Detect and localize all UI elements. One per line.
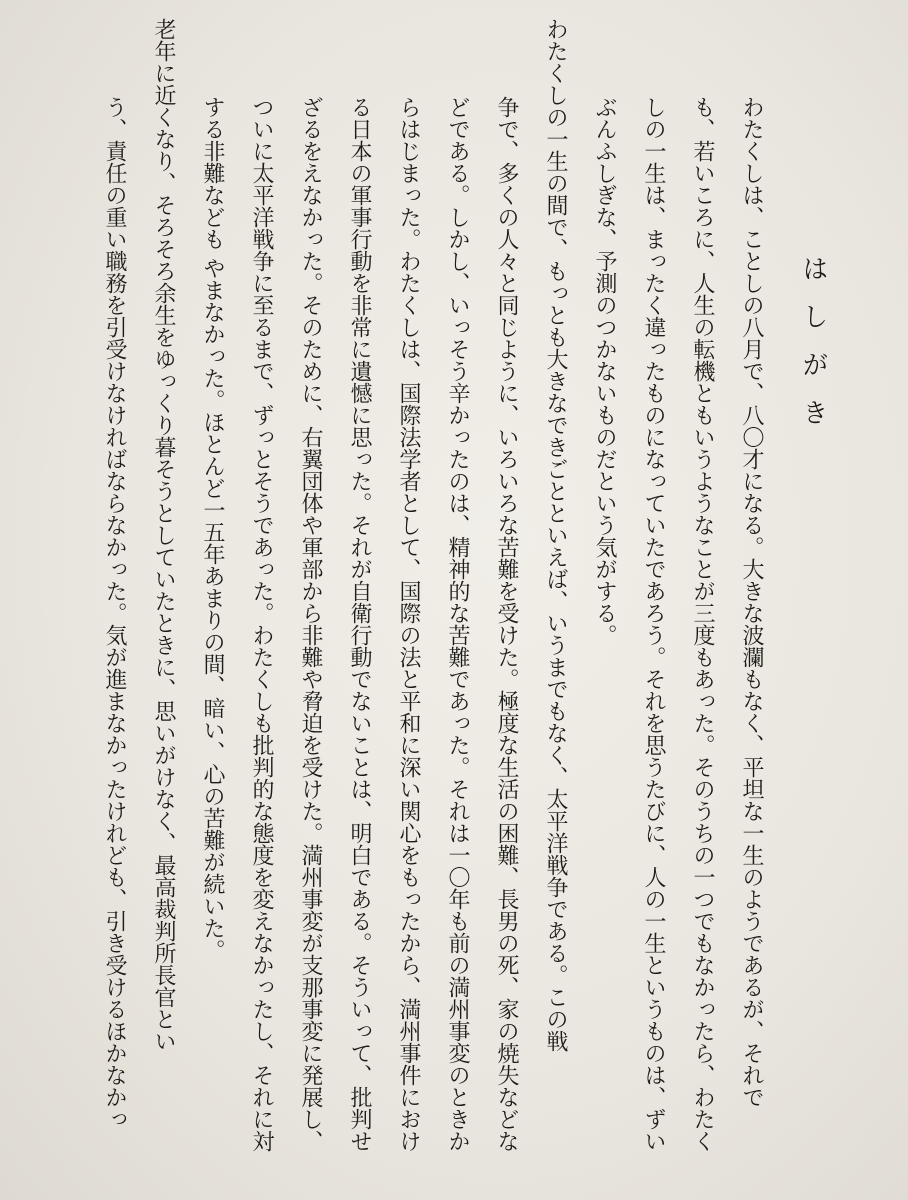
text-column: う、責任の重い職務を引受けなければならなかった。気が進まなかったけれども、引き受けるほかなかっ xyxy=(102,96,127,1130)
text-column: わたくしは、ことしの八月で、八〇才になる。大きな波瀾もなく、平坦な一生のようであるが、それで xyxy=(739,96,764,1108)
text-column: らはじまった。わたくしは、国際法学者として、国際の法と平和に深い関心をもったから、満州事件におけ xyxy=(396,96,421,1152)
text-column: ぶんふしぎな、予測のつかないものだという気がする。 xyxy=(592,96,617,646)
text-column: しの一生は、まったく違ったものになっていたであろう。それを思うたびに、人の一生というものは、ずい xyxy=(641,96,666,1152)
text-column: る日本の軍事行動を非常に遺憾に思った。それが自衛行動でないことは、明白である。そういって、批判せ xyxy=(347,96,372,1152)
text-column: も、若いころに、人生の転機ともいうようなことが三度もあった。そのうちの一つでもなかったら、わたく xyxy=(690,96,715,1152)
page-title: はしがき xyxy=(798,255,828,447)
text-column: する非難なども やまなかった。ほとんど一五年あまりの間、暗い、心の苦難が続いた。 xyxy=(200,96,225,961)
text-column: ざるをえなかった。そのために、右翼団体や軍部から非難や脅迫を受けた。満州事変が支那事変に発展し、 xyxy=(298,96,323,1152)
text-column: どである。しかし、いっそう辛かったのは、精神的な苦難であった。それは一〇年も前の満州事変のときか xyxy=(445,96,470,1152)
text-column: 争で、多くの人々と同じように、いろいろな苦難を受けた。極度な生活の困難、長男の死、家の焼失などな xyxy=(494,96,519,1152)
text-column: ついに太平洋戦争に至るまで、ずっとそうであった。わたくしも批判的な態度を変えなかったし、それに対 xyxy=(249,96,274,1152)
body-text xyxy=(102,18,776,1190)
text-column: 老年に近くなり、そろそろ余生をゆっくり暮そうとしていたときに、思いがけなく、最高裁判所長官とい xyxy=(151,18,176,1052)
text-column: わたくしの一生の間で、もっとも大きなできごとといえば、いうまでもなく、太平洋戦争である。この戦 xyxy=(543,18,568,1052)
